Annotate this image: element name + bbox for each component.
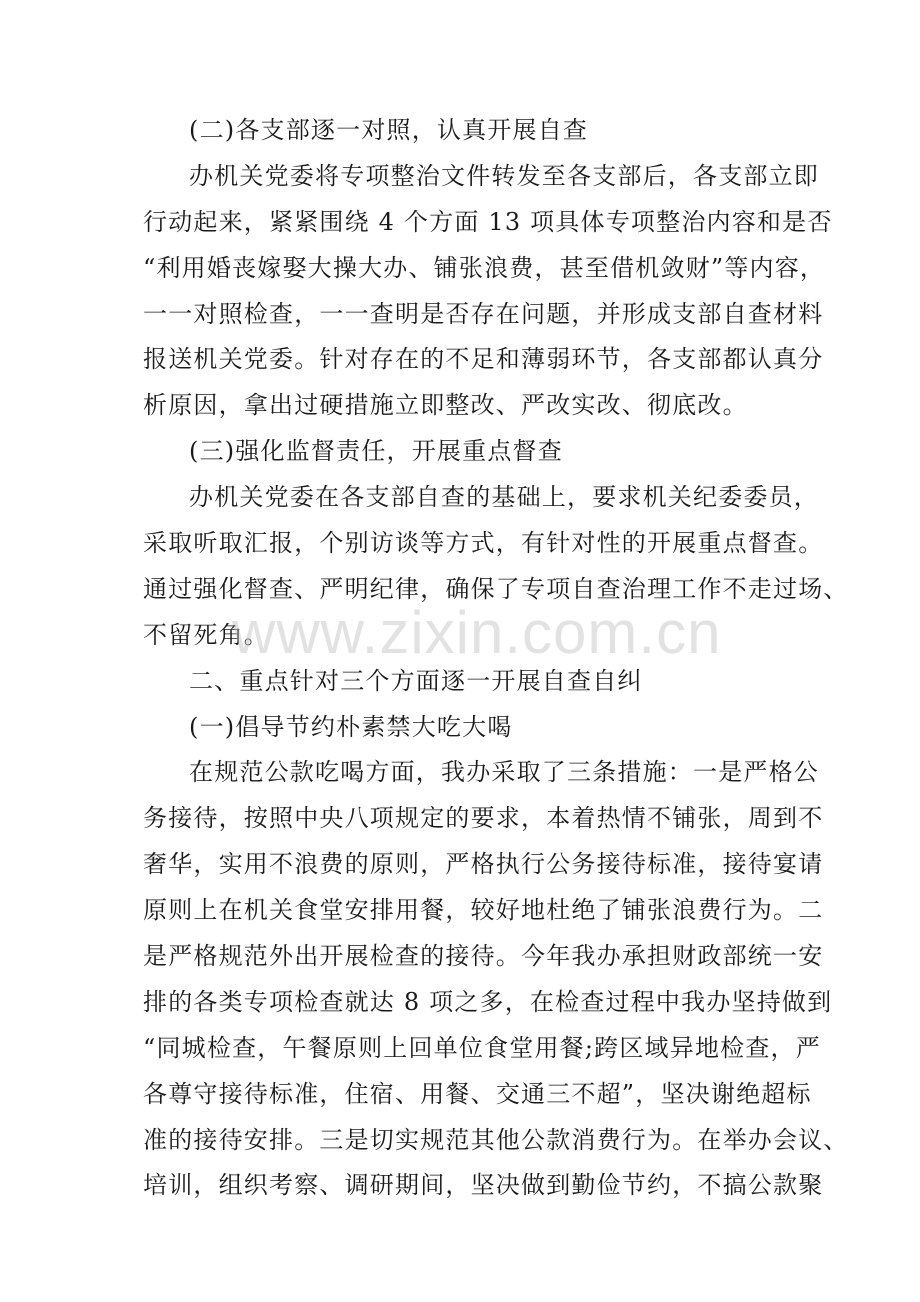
text-line: (一)倡导节约朴素禁大吃大喝 bbox=[189, 712, 513, 741]
text-line: 准的接待安排。三是切实规范其他公款消费行为。在举办会议、 bbox=[143, 1125, 849, 1154]
text-line: “同城检查，午餐原则上回单位食堂用餐;跨区域异地检查，严 bbox=[143, 1033, 821, 1062]
text-line: 是严格规范外出开展检查的接待。今年我办承担财政部统一安 bbox=[143, 942, 824, 971]
text-line: 报送机关党委。针对存在的不足和薄弱环节，各支部都认真分 bbox=[143, 345, 824, 374]
text-line: 奢华，实用不浪费的原则，严格执行公务接待标准，接待宴请 bbox=[143, 850, 824, 879]
document-body bbox=[143, 108, 849, 1209]
text-line: 办机关党委将专项整治文件转发至各支部后，各支部立即 bbox=[189, 161, 819, 190]
text-line: 务接待，按照中央八项规定的要求，本着热情不铺张，周到不 bbox=[143, 804, 824, 833]
text-line: 原则上在机关食堂安排用餐，较好地杜绝了铺张浪费行为。二 bbox=[143, 896, 824, 925]
text-line: 排的各类专项检查就达 8 项之多，在检查过程中我办坚持做到 bbox=[143, 987, 833, 1016]
text-line: 各尊守接待标准，住宿、用餐、交通三不超”，坚决谢绝超标 bbox=[143, 1079, 812, 1108]
watermark: www.zixin.com.cn bbox=[232, 599, 722, 666]
text-line: 析原因，拿出过硬措施立即整改、严改实改、彻底改。 bbox=[143, 391, 748, 420]
text-line: “利用婚丧嫁娶大操大办、铺张浪费，甚至借机敛财”等内容， bbox=[143, 253, 826, 282]
text-line: 培训，组织考察、调研期间，坚决做到勤俭节约，不搞公款聚 bbox=[143, 1171, 824, 1200]
text-line: 在规范公款吃喝方面，我办采取了三条措施：一是严格公 bbox=[189, 758, 819, 787]
text-line: 行动起来，紧紧围绕 4 个方面 13 项具体专项整治内容和是否 bbox=[143, 207, 833, 236]
text-line: 一一对照检查，一一查明是否存在问题，并形成支部自查材料 bbox=[143, 299, 824, 328]
text-line: 不留死角。 bbox=[143, 620, 269, 649]
text-line: 采取听取汇报，个别访谈等方式，有针对性的开展重点督查。 bbox=[143, 529, 824, 558]
text-line: 通过强化督查、严明纪律，确保了专项自查治理工作不走过场、 bbox=[143, 574, 849, 603]
text-line: 办机关党委在各支部自查的基础上，要求机关纪委委员， bbox=[189, 483, 819, 512]
text-line: (二)各支部逐一对照，认真开展自查 bbox=[189, 116, 589, 144]
text-line: (三)强化监督责任，开展重点督查 bbox=[189, 437, 563, 466]
text-line: 二、重点针对三个方面逐一开展自查自纠 bbox=[189, 666, 643, 695]
